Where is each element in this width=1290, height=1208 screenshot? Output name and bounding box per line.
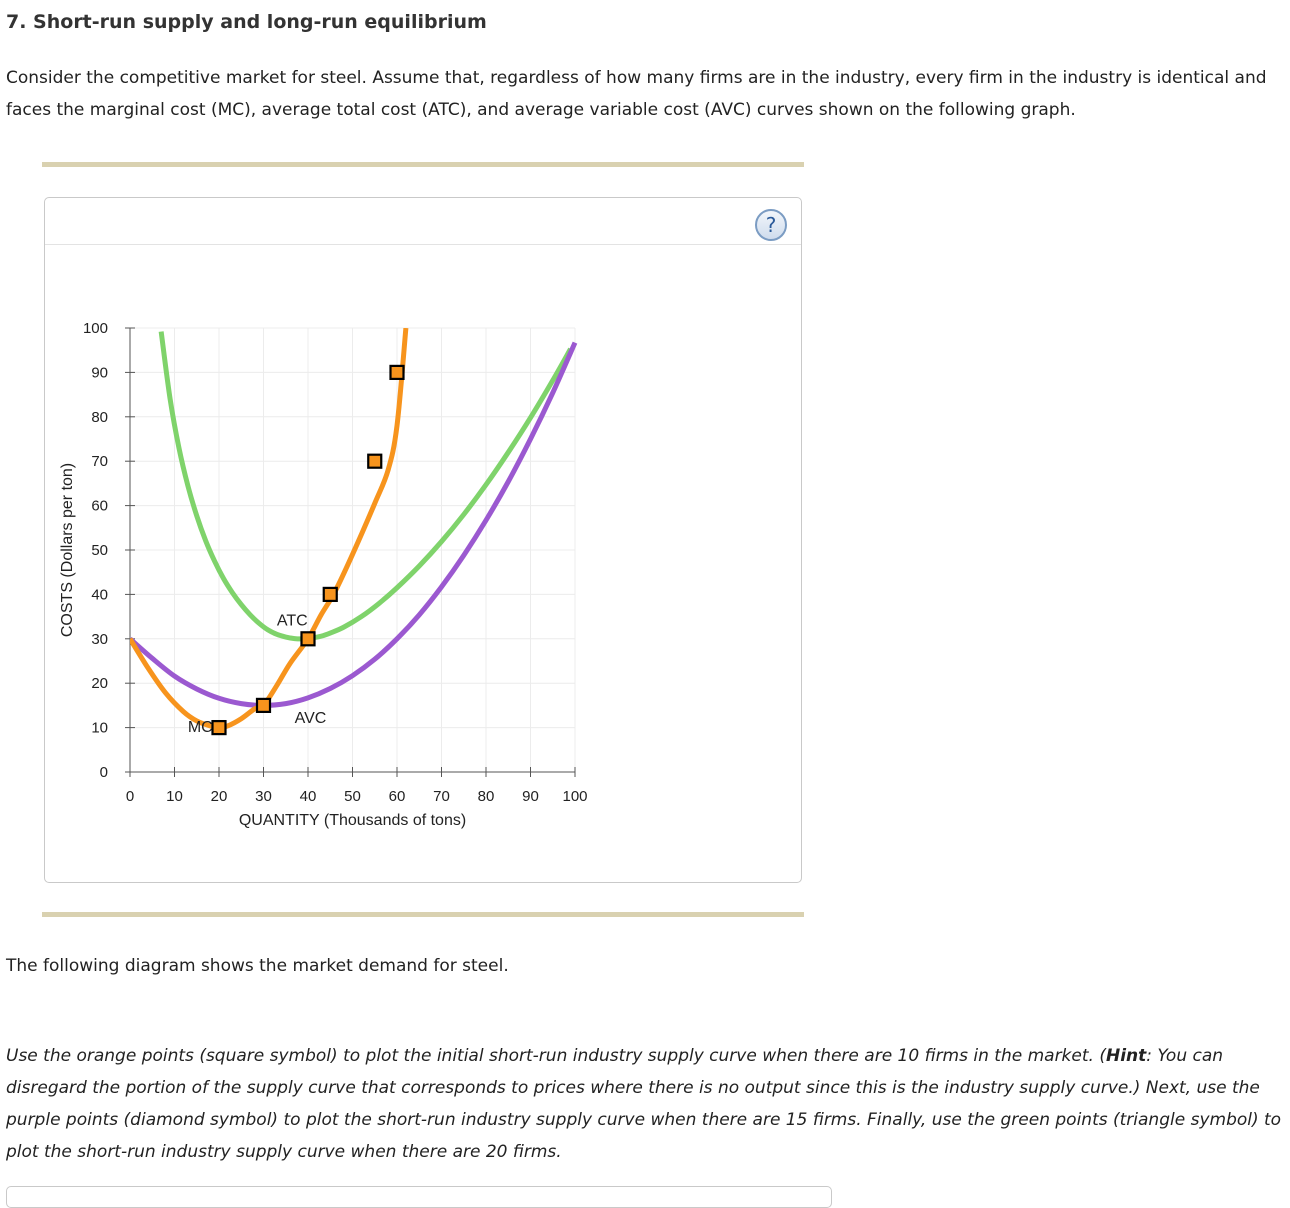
mc-point-marker[interactable] [368,455,381,468]
y-tick-label-70: 70 [91,453,108,471]
x-tick-label-80: 80 [477,788,495,805]
x-tick-label-40: 40 [299,788,317,805]
y-tick-label-40: 40 [91,586,108,604]
x-tick-label-50: 50 [344,788,361,805]
demand-intro-text: The following diagram shows the market demand for steel. [6,956,509,976]
help-icon[interactable]: ? [755,209,787,241]
intro-text: Consider the competitive market for steel. Assume that, regardless of how many firms are in the industry, every firm in the industry is identical and faces the marginal cost (MC), average total cost (ATC), and average variable cost (AVC) curves shown on the following graph. [6,68,1267,120]
page-title: 7. Short-run supply and long-run equilibrium [6,11,487,33]
mc-point-marker[interactable] [257,699,270,712]
x-tick-label-100: 100 [562,788,588,805]
y-tick-label-0: 0 [99,764,108,781]
y-tick-label-50: 50 [91,542,108,559]
x-tick-label-90: 90 [522,788,539,805]
x-tick-label-70: 70 [433,788,450,805]
mc-point-marker[interactable] [213,721,226,734]
y-tick-label-60: 60 [91,497,108,515]
instructions-part2: : You can disregard the portion of the supply curve that corresponds to prices where there is no output since this is the industry supply curve.) Next, use the purple points (diamond symbol) to plot the short-run industry supply curve when there are 15 firms. Finally, use the green points (triangle symbol) to plot the short-run industry supply curve when there are 20 firms. [6,1046,1282,1162]
x-tick-label-60: 60 [388,788,406,805]
divider-top [42,162,804,167]
x-tick-label-30: 30 [255,788,272,805]
x-axis-title: QUANTITY (Thousands of tons) [238,812,467,829]
graph-panel [44,197,802,883]
mc-point-marker[interactable] [391,366,404,379]
y-tick-label-20: 20 [91,675,108,693]
mc-point-marker[interactable] [324,588,337,601]
y-tick-label-30: 30 [91,630,108,648]
y-tick-label-80: 80 [91,408,108,426]
instructions-part1: Use the orange points (square symbol) to plot the initial short-run industry supply curve when there are 10 firms in the market. ( [6,1046,1106,1066]
next-graph-panel [6,1186,832,1208]
y-tick-label-10: 10 [91,719,108,737]
y-tick-label-100: 100 [82,320,108,337]
y-tick-label-90: 90 [91,364,108,382]
x-tick-label-20: 20 [210,788,228,805]
y-axis-title: COSTS (Dollars per ton) [59,462,76,638]
curve-label-mc: MC [187,719,213,737]
curve-label-atc: ATC [276,612,308,630]
divider-bottom [42,912,804,917]
x-tick-label-10: 10 [166,788,183,805]
instructions-text [6,1040,1286,1168]
curve-atc [161,332,570,639]
curve-label-avc: AVC [294,710,327,728]
hint-label: Hint [1105,1046,1147,1066]
mc-point-marker[interactable] [302,632,315,645]
cost-curves-chart [45,198,801,882]
x-tick-label-0: 0 [125,788,135,805]
